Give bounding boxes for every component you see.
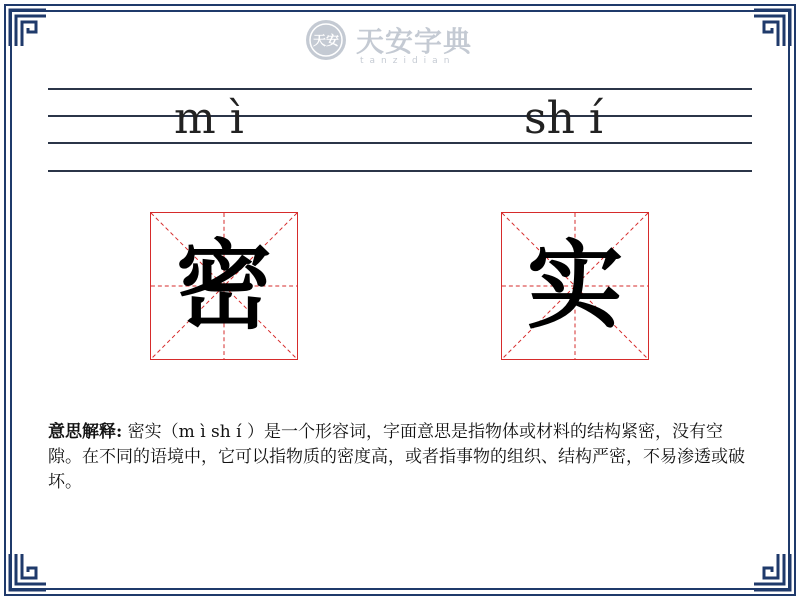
character-box-second	[501, 212, 649, 360]
site-logo	[300, 14, 500, 70]
ruled-line	[48, 142, 752, 144]
ruled-line	[48, 170, 752, 172]
character-box-first	[150, 212, 298, 360]
ruled-line	[48, 115, 752, 117]
logo-name: 天安字典	[356, 25, 473, 58]
ruled-line	[48, 88, 752, 90]
pinyin-ruled-lines	[48, 88, 752, 172]
meaning-text: 密实（m ì sh í ）是一个形容词，字面意思是指物体或材料的结构紧密，没有空隙。在不同的语境中，它可以指物质的密度高，或者指事物的组织、结构严密，不易渗透或破坏。	[48, 422, 745, 492]
pinyin-second: sh í	[524, 93, 603, 144]
corner-ornament-top-left	[8, 8, 48, 48]
character-glyph: 密	[176, 229, 272, 342]
meaning-label: 意思解释:	[48, 422, 123, 442]
logo-seal-text: 天安	[312, 34, 340, 49]
logo-seal-icon	[304, 18, 348, 62]
corner-ornament-top-right	[752, 8, 792, 48]
corner-ornament-bottom-left	[8, 552, 48, 592]
meaning-paragraph	[48, 420, 748, 495]
pinyin-first: m ì	[174, 93, 244, 144]
corner-ornament-bottom-right	[752, 552, 792, 592]
logo-subtitle: tanzidian	[360, 56, 456, 66]
character-glyph: 实	[527, 229, 623, 342]
